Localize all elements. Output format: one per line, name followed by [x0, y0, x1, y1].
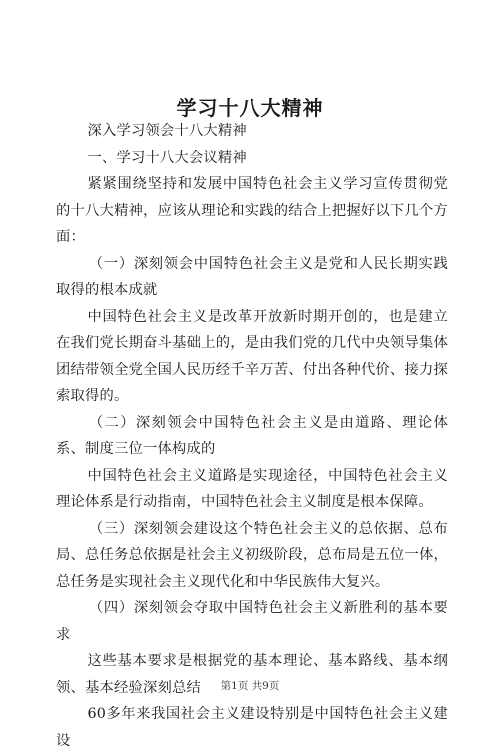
paragraph-point-four-heading: （四）深刻领会夺取中国特色社会主义新胜利的基本要求	[56, 600, 448, 643]
paragraph-point-two-heading: （二）深刻领会中国特色社会主义是由道路、理论体系、制度三位一体构成的	[56, 414, 448, 457]
paragraph-section-heading: 一、学习十八大会议精神	[87, 149, 247, 166]
paragraph-intro: 紧紧围绕坚持和发展中国特色社会主义学习宣传贯彻党的十八大精神，应该从理论和实践的结合上把握好以下几个方面：	[56, 176, 448, 245]
document-body	[56, 118, 448, 754]
page-footer: 第1页 共9页	[220, 680, 280, 692]
paragraph-point-three: （三）深刻领会建设这个特色社会主义的总依据、总布局、总任务总依据是社会主义初级阶段，总布局是五位一体，总任务是实现社会主义现代化和中华民族伟大复兴。	[56, 520, 448, 590]
paragraph-point-two-body: 中国特色社会主义道路是实现途径，中国特色社会主义理论体系是行动指南，中国特色社会主义制度是根本保障。	[56, 467, 448, 510]
paragraph-point-four-body: 这些基本要求是根据党的基本理论、基本路线、基本纲领、基本经验深刻总结	[56, 653, 448, 696]
paragraph-subtitle: 深入学习领会十八大精神	[87, 123, 247, 139]
document-title: 学习十八大精神	[176, 96, 324, 120]
paragraph-point-one-heading: （一）深刻领会中国特色社会主义是党和人民长期实践取得的根本成就	[56, 255, 448, 298]
paragraph-closing: 60多年来我国社会主义建设特别是中国特色社会主义建设	[56, 706, 448, 749]
paragraph-point-one-body: 中国特色社会主义是改革开放新时期开创的，也是建立在我们党长期奋斗基础上的，是由我们党的几代中央领导集体团结带领全党全国人民历经千辛万苦、付出各种代价、接力探索取得的。	[56, 308, 448, 404]
